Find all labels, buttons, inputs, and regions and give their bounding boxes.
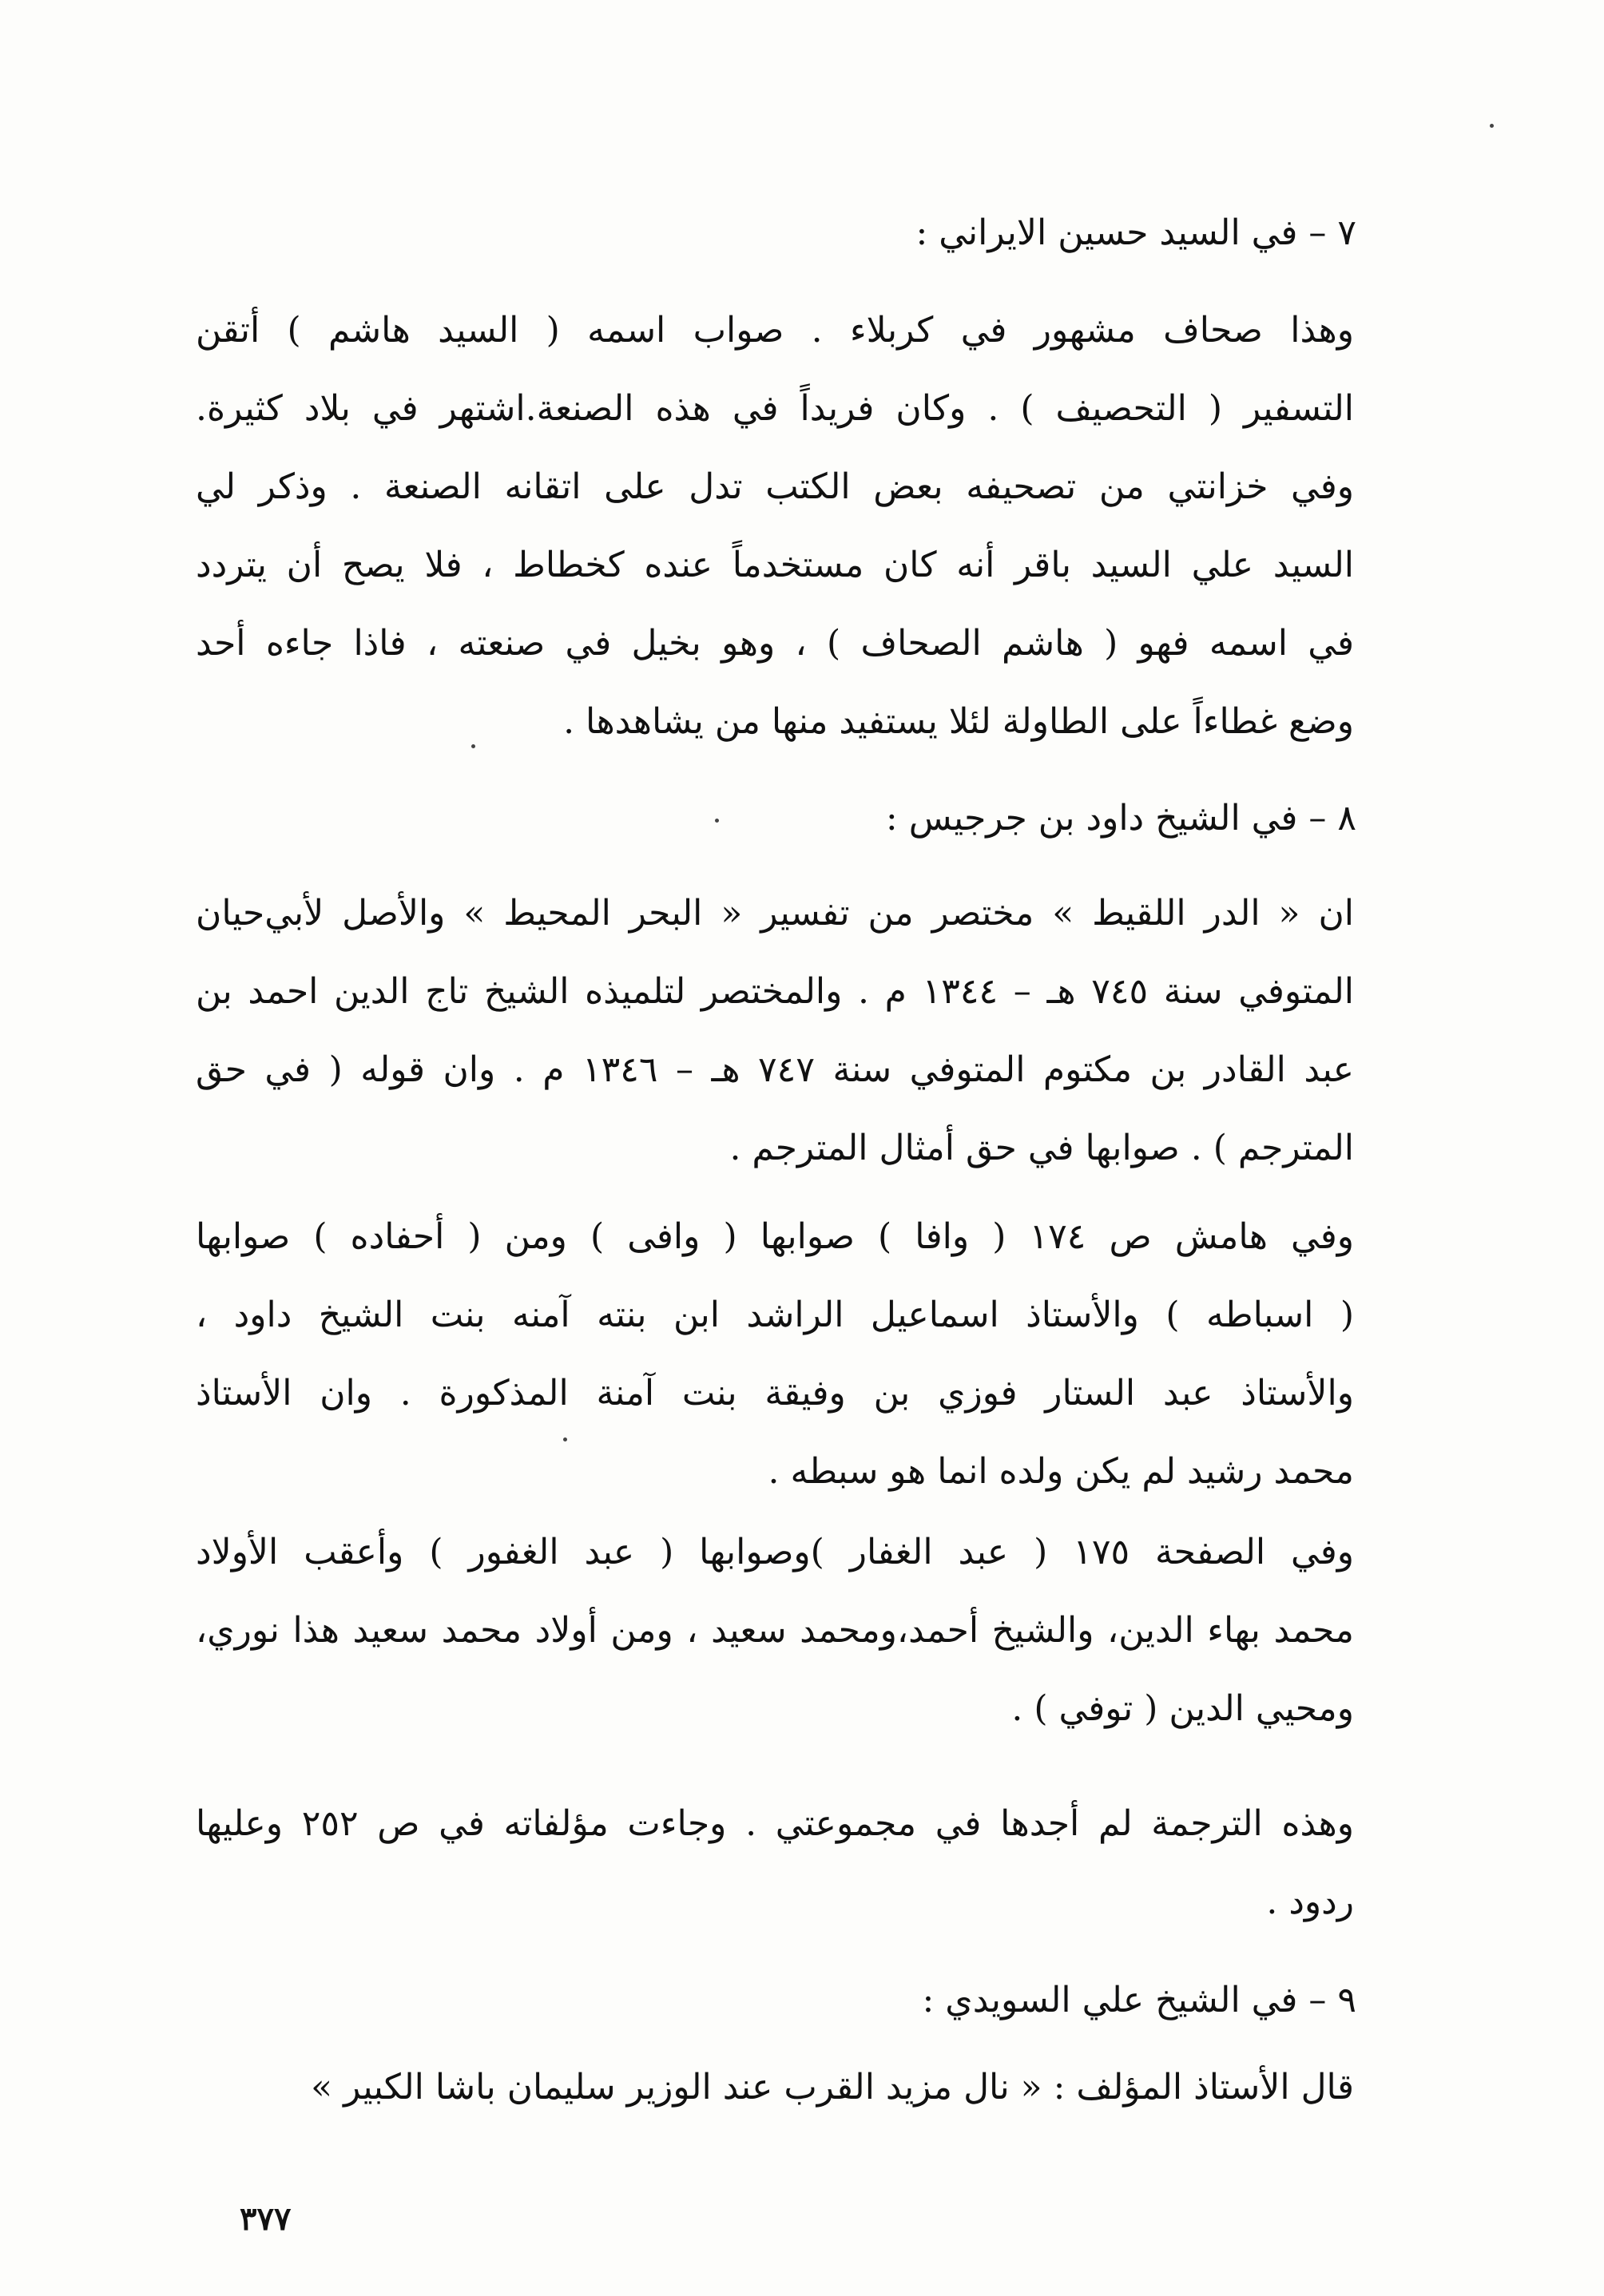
text-line: المترجم ) . صوابها في حق أمثال المترجم . — [729, 1128, 1354, 1168]
scan-speck — [471, 744, 475, 748]
page-number: ٣٧٧ — [240, 2200, 292, 2238]
scan-speck — [563, 1437, 567, 1441]
section-8-paragraph-3 — [196, 1513, 1354, 1748]
text-line: وفي خزانتي من تصحيفه بعض الكتب تدل على اتقانه الصنعة . وذكر لي — [196, 466, 1354, 507]
text-line: في اسمه فهو ( هاشم الصحاف ) ، وهو بخيل في صنعته ، فاذا جاءه أحد — [196, 623, 1354, 664]
section-8-paragraph-2 — [196, 1198, 1354, 1511]
text-line: المتوفي سنة ٧٤٥ هـ – ١٣٤٤ م . والمختصر لتلميذه الشيخ تاج الدين احمد بن — [196, 971, 1354, 1012]
section-9-paragraph-1 — [196, 2048, 1354, 2127]
text-line: التسفير ( التحصيف ) . وكان فريداً في هذه الصنعة.اشتهر في بلاد كثيرة. — [196, 388, 1354, 429]
text-line: والأستاذ عبد الستار فوزي بن وفيقة بنت آمنة المذكورة . وان الأستاذ — [196, 1373, 1354, 1414]
text-line: ان « الدر اللقيط » مختصر من تفسير « البحر المحيط » والأصل لأبي‌حيان — [196, 893, 1354, 934]
text-line: ردود . — [1266, 1882, 1354, 1922]
text-line: محمد رشيد لم يكن ولده انما هو سبطه . — [768, 1451, 1354, 1492]
section-7-heading: ٧ – في السيد حسين الايراني : — [915, 212, 1356, 253]
text-line: عبد القادر بن مكتوم المتوفي سنة ٧٤٧ هـ – ١٣٤٦ م . وان قوله ( في حق — [196, 1049, 1355, 1090]
text-line: قال الأستاذ المؤلف : « نال مزيد القرب عند الوزير سليمان باشا الكبير » — [311, 2067, 1354, 2108]
text-line: محمد بهاء الدين، والشيخ أحمد،ومحمد سعيد ، ومن أولاد محمد سعيد هذا نوري، — [196, 1610, 1354, 1651]
text-line: ومحيي الدين ( توفي ) . — [1011, 1688, 1354, 1729]
scan-speck — [715, 819, 719, 823]
text-line: ( اسباطه ) والأستاذ اسماعيل الراشد ابن بنته آمنه بنت الشيخ داود ، — [196, 1295, 1354, 1335]
section-9-heading: ٩ – في الشيخ علي السويدي : — [922, 1980, 1356, 2020]
scan-speck — [1490, 124, 1494, 128]
text-line: وضع غطاءاً على الطاولة لئلا يستفيد منها من يشاهدها . — [563, 701, 1354, 742]
text-line: السيد علي السيد باقر أنه كان مستخدماً عنده كخطاط ، فلا يصح أن يتردد — [196, 545, 1354, 585]
section-7-paragraph-1 — [196, 291, 1354, 761]
text-line: وفي هامش ص ١٧٤ ( وافا ) صوابها ( وافى ) ومن ( أحفاده ) صوابها — [196, 1216, 1355, 1257]
text-line: وهذا صحاف مشهور في كربلاء . صواب اسمه ( السيد هاشم ) أتقن — [196, 310, 1354, 351]
section-8-paragraph-4 — [196, 1785, 1354, 1941]
section-8-paragraph-1 — [196, 874, 1354, 1188]
section-8-heading: ٨ – في الشيخ داود بن جرجيس : — [885, 798, 1356, 839]
text-line: وهذه الترجمة لم أجدها في مجموعتي . وجاءت مؤلفاته في ص ٢٥٢ وعليها — [196, 1803, 1354, 1844]
text-line: وفي الصفحة ١٧٥ ( عبد الغفار )وصوابها ( عبد الغفور ) وأعقب الأولاد — [196, 1532, 1354, 1572]
